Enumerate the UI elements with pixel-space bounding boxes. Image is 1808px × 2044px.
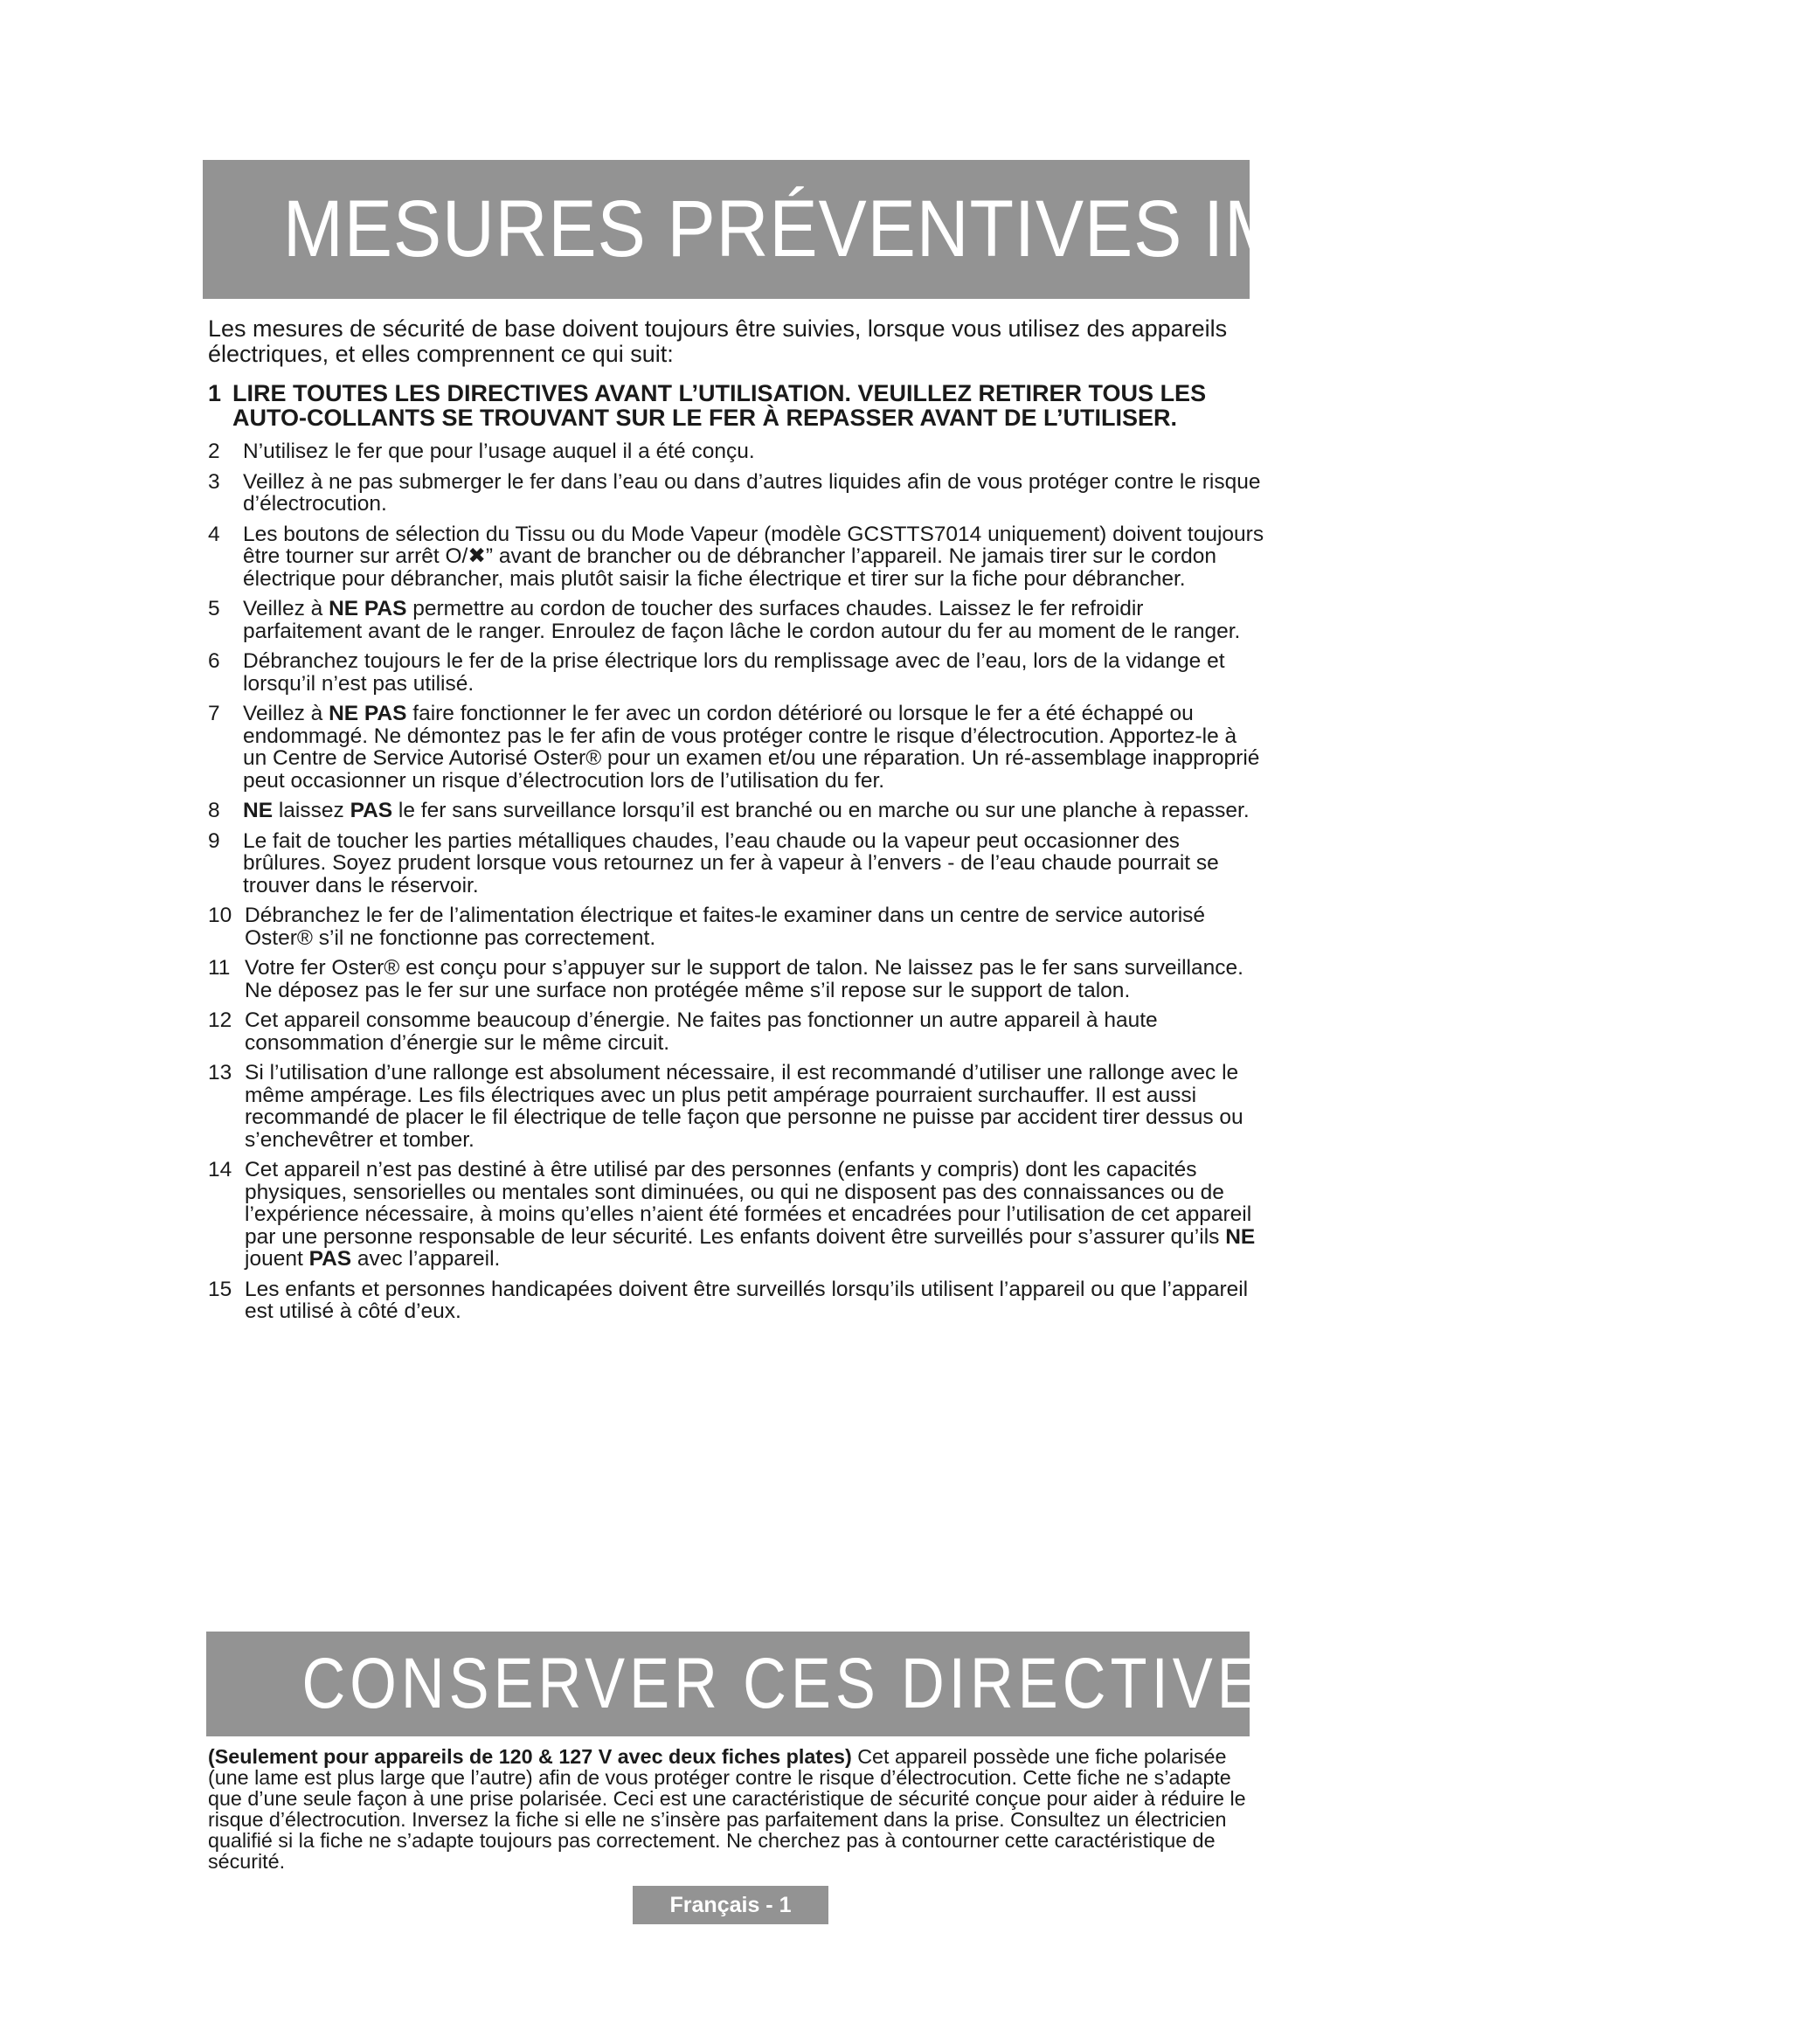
list-item <box>208 1062 1265 1151</box>
item-text: Veillez à <box>243 597 329 620</box>
list-item <box>208 598 1265 642</box>
item-number: 6 <box>208 649 220 673</box>
item-number: 3 <box>208 469 220 494</box>
polarized-plug-paragraph <box>208 1746 1257 1872</box>
item-text: permettre au cordon de toucher des surfaces chaudes. Laissez le fer refroidir parfaitement avant de le ranger. Enroulez de façon lâche le cordon autour du fer au moment de le ranger. <box>243 597 1241 643</box>
item-number: 1 <box>208 380 222 406</box>
item-number: 14 <box>208 1158 232 1181</box>
list-item <box>208 703 1265 792</box>
item-emphasis: PAS <box>308 1247 352 1271</box>
item-number: 11 <box>208 956 231 980</box>
list-item <box>208 381 1265 430</box>
page-title: MESURES PRÉVENTIVES IMPORTANTES <box>282 184 1728 274</box>
item-text: Les boutons de sélection du Tissu ou du Mode Vapeur (modèle GCSTTS7014 uniquement) doivent toujours être tourner sur arrêt O/✖” avant de brancher ou de débrancher l’appareil. Ne jamais tirer sur le cordon électrique pour débrancher, mais plutôt saisir la fiche électrique et tirer sur la fiche pour débrancher. <box>243 522 1264 591</box>
item-number: 2 <box>208 440 220 463</box>
item-text: Votre fer Oster® est conçu pour s’appuyer sur le support de talon. Ne laissez pas le fer sans surveillance. Ne déposez pas le fer sur une surface non protégée même s’il repose sur le support de talon. <box>245 956 1243 1002</box>
item-number: 5 <box>208 597 220 620</box>
item-text: Le fait de toucher les parties métalliques chaudes, l’eau chaude ou la vapeur peut occasionner des brûlures. Soyez prudent lorsque vous retournez un fer à vapeur à l’envers - de l’eau chaude pourrait se trouver dans le réservoir. <box>243 828 1219 897</box>
list-item <box>208 1159 1265 1271</box>
item-emphasis: NE <box>243 799 274 822</box>
item-text: jouent <box>245 1247 309 1271</box>
item-emphasis: PAS <box>350 799 393 822</box>
list-item <box>208 830 1265 897</box>
item-number: 7 <box>208 702 220 725</box>
item-number: 8 <box>208 799 220 822</box>
safety-list <box>208 381 1265 1331</box>
intro-paragraph: Les mesures de sécurité de base doivent toujours être suivies, lorsque vous utilisez des appareils électriques, et elles comprennent ce qui suit: <box>208 315 1228 367</box>
item-number: 15 <box>208 1277 232 1301</box>
list-item <box>208 904 1265 949</box>
item-text: avec l’appareil. <box>351 1247 501 1271</box>
item-number: 9 <box>208 828 220 853</box>
list-item <box>208 650 1265 695</box>
item-text: Si l’utilisation d’une rallonge est absolument nécessaire, il est recommandé d’utiliser une rallonge avec le même ampérage. Les fils électriques avec un plus petit ampérage pourraient surchauffer. Il est aussi recommandé de placer le fil électrique de telle façon que personne ne puisse par accident tirer dessus ou s’enchevêtrer et tomber. <box>245 1061 1243 1152</box>
list-item <box>208 1278 1265 1323</box>
item-text: Débranchez le fer de l’alimentation électrique et faites-le examiner dans un centre de service autorisé Oster® s’il ne fonctionne pas correctement. <box>245 904 1206 950</box>
item-text: Cet appareil consomme beaucoup d’énergie. Ne faites pas fonctionner un autre appareil à haute consommation d’énergie sur le même circuit. <box>245 1008 1158 1055</box>
item-emphasis: NE PAS <box>329 702 407 725</box>
list-item <box>208 1009 1265 1054</box>
item-number: 4 <box>208 522 220 546</box>
list-item <box>208 440 1265 463</box>
save-instructions-title: CONSERVER CES DIRECTIVES <box>301 1644 1306 1723</box>
item-number: 12 <box>208 1008 232 1032</box>
item-number: 13 <box>208 1061 232 1084</box>
page-number-badge: Français - 1 <box>633 1886 828 1924</box>
item-text: faire fonctionner le fer avec un cordon détérioré ou lorsque le fer a été échappé ou endommagé. Ne démontez pas le fer afin de vous protéger contre le risque d’électrocution. Apportez-le à un Centre de Service Autorisé Oster® pour un examen et/ou une réparation. Un ré-assemblage inapproprié peut occasionner un risque d’électrocution lors de l’utilisation du fer. <box>243 702 1260 793</box>
item-number: 10 <box>208 904 232 927</box>
item-text: Cet appareil n’est pas destiné à être utilisé par des personnes (enfants y compris) dont les capacités physiques, sensorielles ou mentales sont diminuées, ou qui ne disposent pas des connaissances ou de l’expérience nécessaire, à moins qu’elles n’aient été formées et encadrées pour l’utilisation de cet appareil par une personne responsable de leur sécurité. Les enfants doivent être surveillés pour s’assurer qu’ils <box>245 1158 1252 1249</box>
list-item <box>208 523 1265 591</box>
polarized-plug-heading: (Seulement pour appareils de 120 & 127 V avec deux fiches plates) <box>208 1745 852 1768</box>
item-text: N’utilisez le fer que pour l’usage auquel il a été conçu. <box>243 440 755 463</box>
item-text: Veillez à ne pas submerger le fer dans l’eau ou dans d’autres liquides afin de vous protéger contre le risque d’électrocution. <box>243 469 1261 516</box>
item-text: Veillez à <box>243 702 329 725</box>
save-instructions-banner <box>206 1632 1306 1736</box>
item-text: laissez <box>273 799 350 822</box>
item-text: LIRE TOUTES LES DIRECTIVES AVANT L’UTILISATION. VEUILLEZ RETIRER TOUS LES AUTO-COLLANTS SE TROUVANT SUR LE FER À REPASSER AVANT DE L’UTILISER. <box>232 380 1207 431</box>
item-text: le fer sans surveillance lorsqu’il est branché ou en marche ou sur une planche à repasser. <box>392 799 1250 822</box>
item-emphasis: NE <box>1225 1224 1256 1249</box>
item-text: Débranchez toujours le fer de la prise électrique lors du remplissage avec de l’eau, lors de la vidange et lorsqu’il n’est pas utilisé. <box>243 649 1225 696</box>
item-text: Les enfants et personnes handicapées doivent être surveillés lorsqu’ils utilisent l’appareil ou que l’appareil est utilisé à côté d’eux. <box>245 1277 1249 1323</box>
list-item <box>208 957 1265 1001</box>
title-banner <box>203 160 1728 299</box>
list-item <box>208 800 1265 822</box>
list-item <box>208 471 1265 516</box>
item-emphasis: NE PAS <box>329 597 407 620</box>
polarized-plug-text: Cet appareil possède une fiche polarisée (une lame est plus large que l’autre) afin de vous protéger contre le risque d’électrocution. Cette fiche ne s’adapte que d’une seule façon à une prise polarisée. Ceci est une caractéristique de sécurité conçue pour aider à réduire le risque d’électrocution. Inversez la fiche si elle ne s’insère pas parfaitement dans la prise. Consultez un électricien qualifié si la fiche ne s’adapte toujours pas correctement. Ne cherchez pas à contourner cette caractéristique de sécurité. <box>208 1745 1246 1873</box>
